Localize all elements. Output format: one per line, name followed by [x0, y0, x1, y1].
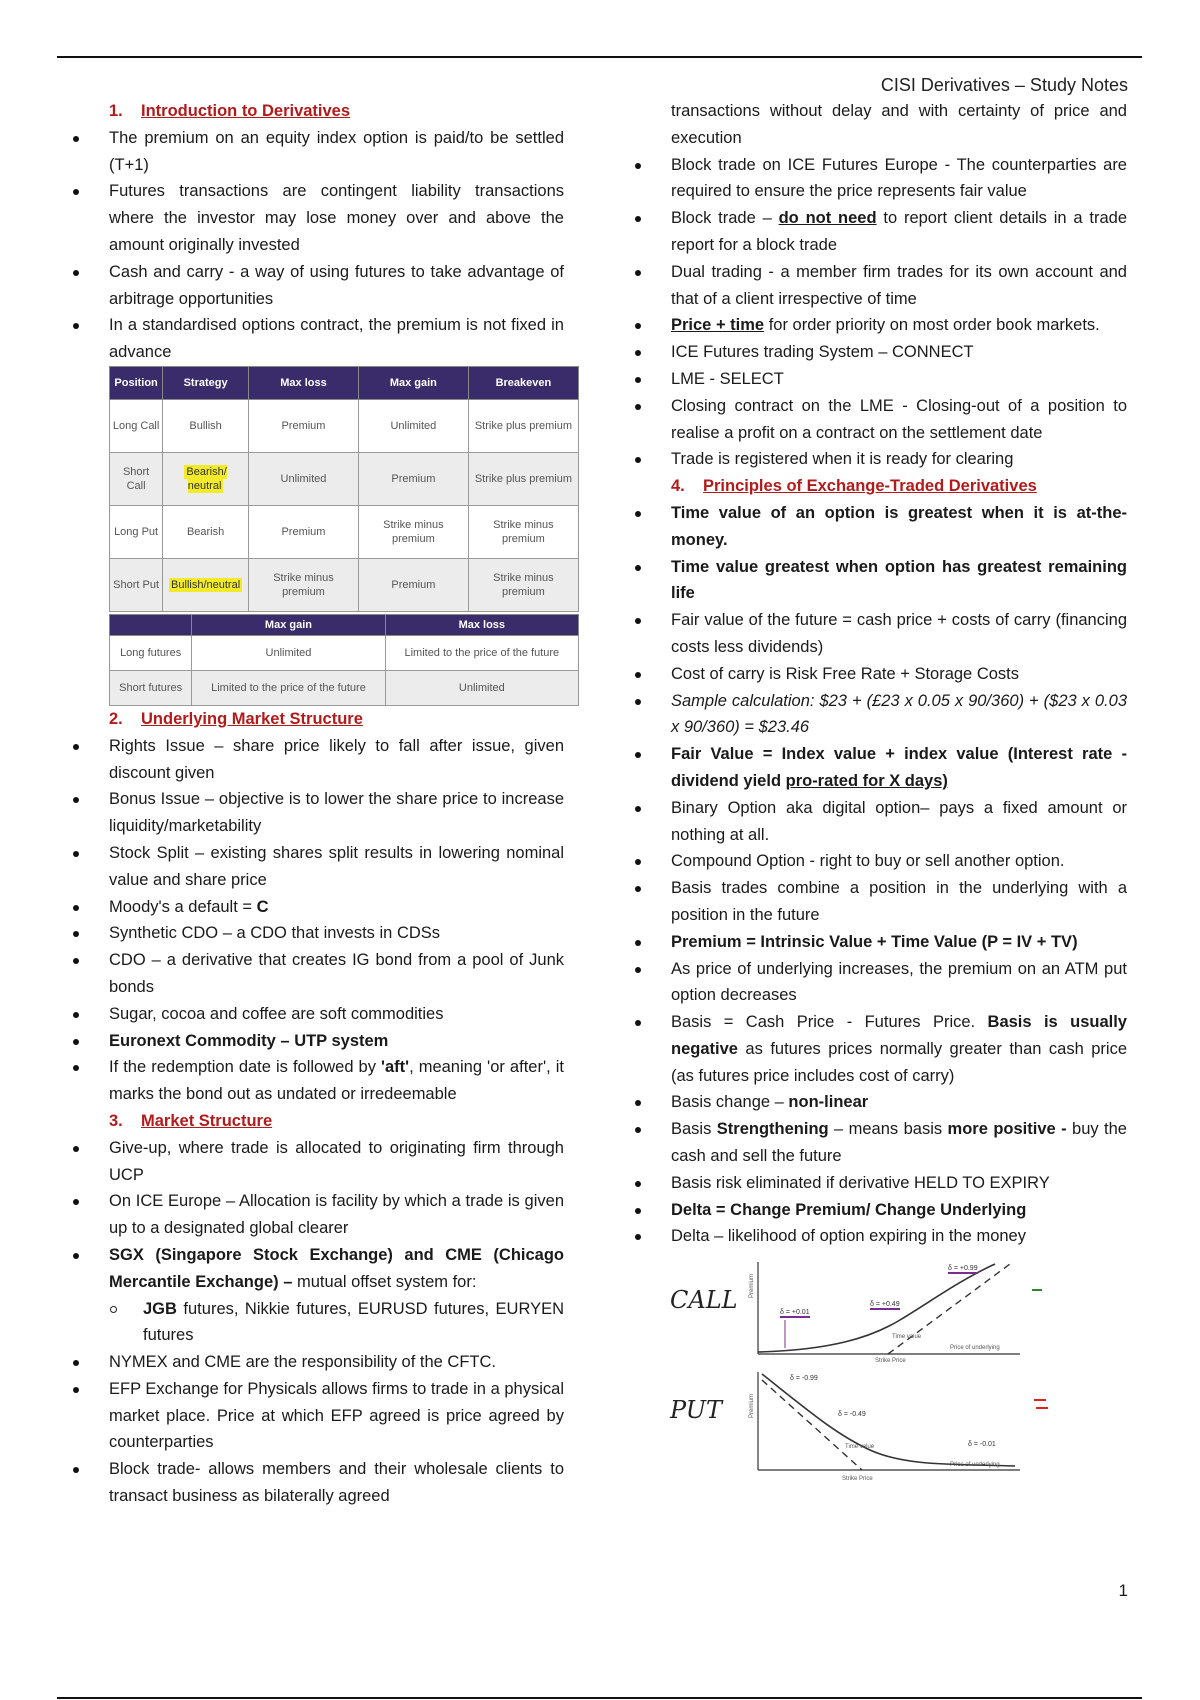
put-axis-label: Premium [749, 1394, 755, 1419]
list-item: Dual trading - a member firm trades for its own account and that of a client irrespective of time [630, 259, 1127, 313]
call-delta-low-label: δ = +0.01 [780, 1309, 810, 1317]
sub-list-item [68, 1296, 564, 1350]
list-item: EFP Exchange for Physicals allows firms to trade in a physical market place. Price at which EFP agreed is price agreed by counterparties [68, 1376, 564, 1456]
list-item: Futures transactions are contingent liability transactions where the investor may lose money over and above the amount originally invested [68, 178, 564, 258]
section-heading-1 [68, 98, 564, 125]
call-delta-chart [749, 1262, 1042, 1364]
bold-text: Time value of an option is greatest when it is at-the-money. [671, 503, 1127, 549]
list-item: CDO – a derivative that creates IG bond from a pool of Junk bonds [68, 947, 564, 1001]
bold-underlined-text: Price + time [671, 316, 765, 335]
table-header: Breakeven [468, 366, 578, 399]
text-run: mutual offset system for: [292, 1272, 477, 1291]
table-cell: Unlimited [192, 635, 385, 670]
text-run: Basis = Cash Price - Futures Price. [671, 1013, 988, 1032]
bold-text: Basis is usually negative [671, 1013, 1127, 1058]
list-item: Closing contract on the LME - Closing-out of a position to realise a profit on a contract on the settlement date [630, 393, 1127, 447]
table-cell: Bearish [163, 505, 249, 558]
text-run: , meaning 'or after', it marks the bond out as undated or irredeemable [109, 1058, 564, 1104]
section-number: 2. [109, 709, 123, 728]
section-heading-2 [68, 706, 564, 733]
table-row [110, 558, 579, 611]
list-item: LME - SELECT [630, 366, 1127, 393]
list-item: NYMEX and CME are the responsibility of the CFTC. [68, 1349, 564, 1376]
highlighted-cell [163, 452, 249, 505]
table-header: Position [110, 366, 163, 399]
list-item: Binary Option aka digital option– pays a fixed amount or nothing at all. [630, 795, 1127, 849]
table-cell: Strike minus premium [468, 558, 578, 611]
list-item: Trade is registered when it is ready for clearing [630, 446, 1127, 473]
bold-text: non-linear [788, 1093, 869, 1112]
table-cell: Strike minus premium [249, 558, 359, 611]
section-heading-4 [630, 473, 1127, 500]
section-title: Underlying Market Structure [141, 709, 363, 728]
text-run: to report client details in a trade report for a block trade [671, 209, 1127, 254]
section-title: Market Structure [141, 1111, 273, 1130]
table-cell: Limited to the price of the future [385, 635, 578, 670]
table-cell: Unlimited [358, 399, 468, 452]
list-item: Bonus Issue – objective is to lower the share price to increase liquidity/marketability [68, 786, 564, 840]
list-item [630, 1009, 1127, 1089]
table-cell: Bullish [163, 399, 249, 452]
text-run: Basis change – [671, 1093, 789, 1112]
bullet-list [630, 152, 1127, 474]
list-item [630, 1089, 1127, 1116]
highlighted-cell [163, 558, 249, 611]
table-header: Max gain [192, 614, 385, 635]
bold-text: C [256, 897, 269, 916]
table-row [110, 399, 579, 452]
list-item: Sugar, cocoa and coffee are soft commodities [68, 1001, 564, 1028]
table-header: Max gain [358, 366, 468, 399]
bold-text: Euronext Commodity – UTP system [109, 1031, 389, 1050]
page-number: 1 [1118, 1581, 1128, 1600]
bold-text: JGB [143, 1299, 177, 1318]
page-header-title: CISI Derivatives – Study Notes [880, 75, 1128, 95]
table-cell: Unlimited [249, 452, 359, 505]
section-heading-3 [68, 1108, 564, 1135]
text-run: Moody's a default = [109, 897, 257, 916]
bold-text: Fair Value = Index value + index value (Interest rate - dividend yield [671, 745, 1127, 790]
table-cell: Short Call [110, 452, 163, 505]
put-delta-low-label: δ = -0.01 [968, 1441, 996, 1449]
list-item [68, 1242, 564, 1349]
table-row [110, 452, 579, 505]
section-number: 3. [109, 1111, 123, 1130]
section-title: Introduction to Derivatives [141, 102, 351, 120]
call-handwritten-label: CALL [670, 1286, 738, 1315]
right-column [630, 98, 1127, 1488]
options-strategy-table [109, 366, 579, 612]
list-item [68, 1028, 564, 1055]
list-item [630, 205, 1127, 259]
table-row [110, 635, 579, 670]
table-cell: Premium [358, 452, 468, 505]
list-item: Compound Option - right to buy or sell another option. [630, 848, 1127, 875]
table-cell: Strike minus premium [358, 505, 468, 558]
list-item: In a standardised options contract, the premium is not fixed in advance [68, 312, 564, 366]
table-cell: Unlimited [385, 670, 578, 705]
put-delta-mid-label: δ = -0.49 [838, 1411, 866, 1419]
bullet-list [68, 125, 564, 366]
put-handwritten-label: PUT [670, 1396, 722, 1425]
table-cell: Strike plus premium [468, 399, 578, 452]
list-item [630, 312, 1127, 339]
bold-text: 'aft' [381, 1058, 410, 1077]
table-cell: Long Call [110, 399, 163, 452]
list-item: Sample calculation: $23 + (£23 x 0.05 x 90/360) + ($23 x 0.03 x 90/360) = $23.46 [630, 688, 1127, 742]
bullet-list [68, 733, 564, 1108]
list-item [630, 1197, 1127, 1224]
table-cell: Premium [249, 505, 359, 558]
list-item: Fair value of the future = cash price + costs of carry (financing costs less dividends) [630, 607, 1127, 661]
highlight-mark [780, 1316, 810, 1318]
list-item: Block trade on ICE Futures Europe - The counterparties are required to ensure the price represents fair value [630, 152, 1127, 206]
call-time-value-label: Time value [892, 1334, 922, 1341]
list-item: Delta – likelihood of option expiring in the money [630, 1223, 1127, 1250]
text-run: buy the cash and sell the future [671, 1120, 1127, 1166]
put-strike-label: Strike Price [842, 1476, 873, 1483]
table-row [110, 670, 579, 705]
futures-table [109, 614, 579, 706]
table-cell: Short Put [110, 558, 163, 611]
text-run: for order priority on most order book markets. [764, 316, 1100, 335]
list-item [68, 1054, 564, 1108]
header-rule [57, 56, 1142, 58]
put-premium-curve [762, 1374, 1015, 1469]
table-row [110, 505, 579, 558]
call-delta-mid-label: δ = +0.49 [870, 1301, 900, 1309]
bold-underlined-text: do not need [778, 209, 877, 228]
highlight-mark [948, 1272, 978, 1274]
delta-graphs-svg [630, 1258, 1127, 1488]
table-cell: Strike minus premium [468, 505, 578, 558]
table-cell: Premium [358, 558, 468, 611]
call-x-label: Price of underlying [950, 1345, 1000, 1352]
list-item: Block trade- allows members and their wholesale clients to transact business as bilaterally agreed [68, 1456, 564, 1510]
put-x-label: Price of underlying [950, 1462, 1000, 1469]
text-run: If the redemption date is followed by [109, 1058, 382, 1077]
table-header [110, 614, 192, 635]
table-cell: Long Put [110, 505, 163, 558]
call-delta-high-label: δ = +0.99 [948, 1265, 978, 1273]
highlight-text: Bullish/neutral [171, 578, 241, 591]
list-item: Stock Split – existing shares split results in lowering nominal value and share price [68, 840, 564, 894]
table-cell: Strike plus premium [468, 452, 578, 505]
call-strike-label: Strike Price [875, 1358, 906, 1365]
table-cell: Limited to the price of the future [192, 670, 385, 705]
section-title: Principles of Exchange-Traded Derivatives [703, 477, 1037, 496]
put-intrinsic-line [762, 1380, 862, 1470]
footer-rule [57, 1697, 1142, 1699]
list-item [630, 500, 1127, 554]
bullet-list [68, 1135, 564, 1510]
put-delta-chart [749, 1372, 1048, 1482]
bold-underlined-text: pro-rated for X days) [785, 771, 948, 790]
table-header: Strategy [163, 366, 249, 399]
list-item: Cost of carry is Risk Free Rate + Storage Costs [630, 661, 1127, 688]
list-item [630, 929, 1127, 956]
table-cell: Premium [249, 399, 359, 452]
sub-list [109, 1296, 564, 1350]
delta-graphs [630, 1258, 1127, 1488]
put-delta-high-label: δ = -0.99 [790, 1375, 818, 1383]
continued-text: transactions without delay and with certainty of price and execution [671, 102, 1127, 147]
list-item [630, 1116, 1127, 1170]
table-cell: Long futures [110, 635, 192, 670]
bullet-list [630, 500, 1127, 1250]
left-column [68, 98, 573, 1510]
list-item: The premium on an equity index option is paid/to be settled (T+1) [68, 125, 564, 179]
text-run: Basis [671, 1120, 717, 1139]
list-item: Give-up, where trade is allocated to originating firm through UCP [68, 1135, 564, 1189]
list-item: Cash and carry - a way of using futures to take advantage of arbitrage opportunities [68, 259, 564, 313]
section-number: 1. [109, 102, 123, 120]
bold-text: more positive - [947, 1120, 1067, 1139]
list-item: Basis trades combine a position in the underlying with a position in the future [630, 875, 1127, 929]
list-item: Basis risk eliminated if derivative HELD TO EXPIRY [630, 1170, 1127, 1197]
list-item [630, 741, 1127, 795]
list-item [630, 554, 1127, 608]
put-time-value-label: Time value [845, 1444, 875, 1451]
text-run: – means basis [828, 1120, 948, 1139]
highlight-mark [870, 1308, 900, 1310]
list-item [68, 894, 564, 921]
bold-text: SGX (Singapore Stock Exchange) and CME (Chicago Mercantile Exchange) – [109, 1245, 564, 1291]
highlight-text: Bearish/ neutral [186, 465, 227, 492]
table-header: Max loss [385, 614, 578, 635]
text-run: futures, Nikkie futures, EURUSD futures, EURYEN futures [143, 1299, 564, 1345]
table-header: Max loss [249, 366, 359, 399]
call-axis-label: Premium [749, 1274, 755, 1299]
section-number: 4. [671, 477, 685, 496]
bold-text: Time value greatest when option has greatest remaining life [671, 557, 1127, 603]
list-item: On ICE Europe – Allocation is facility by which a trade is given up to a designated global clearer [68, 1188, 564, 1242]
text-run: as futures prices normally greater than cash price (as futures price includes cost of carry) [671, 1039, 1127, 1085]
bold-text: Delta = Change Premium/ Change Underlying [671, 1200, 1027, 1219]
bold-text: Premium = Intrinsic Value + Time Value (P = IV + TV) [671, 932, 1078, 951]
list-item: Rights Issue – share price likely to fall after issue, given discount given [68, 733, 564, 787]
list-item: ICE Futures trading System – CONNECT [630, 339, 1127, 366]
list-item: Synthetic CDO – a CDO that invests in CDSs [68, 920, 564, 947]
list-item: As price of underlying increases, the premium on an ATM put option decreases [630, 956, 1127, 1010]
text-run: Block trade – [671, 209, 779, 228]
bold-text: Strengthening [716, 1120, 829, 1139]
call-intrinsic-line [888, 1264, 1010, 1354]
table-cell: Short futures [110, 670, 192, 705]
